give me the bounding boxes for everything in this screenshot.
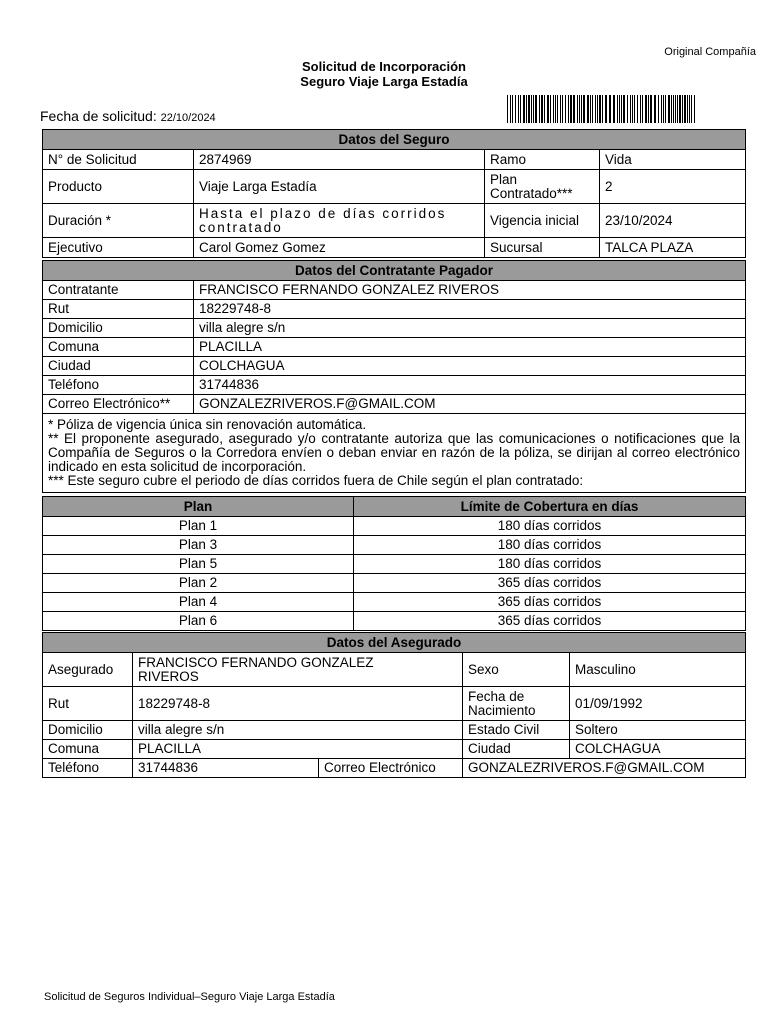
barcode-bar: [632, 95, 633, 123]
barcode-bar: [592, 95, 593, 123]
asegurado-rut-value: 18229748-8: [133, 687, 463, 721]
barcode-bar: [507, 95, 508, 123]
producto-label: Producto: [43, 170, 194, 204]
barcode-bar: [560, 95, 561, 123]
request-date: [40, 108, 216, 124]
barcode-bar: [623, 95, 625, 123]
barcode-bar: [621, 95, 622, 123]
asegurado-value: FRANCISCO FERNANDO GONZALEZ RIVEROS: [133, 653, 463, 687]
barcode-bar: [512, 95, 513, 123]
barcode-bar: [541, 95, 543, 123]
barcode-bar: [577, 95, 578, 123]
barcode-bar: [694, 95, 695, 123]
barcode-bar: [682, 95, 683, 123]
barcode-bar: [687, 95, 688, 123]
barcode-bar: [528, 95, 530, 123]
barcode-bar: [619, 95, 620, 123]
plan-name: Plan 2: [43, 574, 354, 593]
asegurado-label: Asegurado: [43, 653, 133, 687]
barcode-bar: [555, 95, 556, 123]
barcode-bar: [679, 95, 681, 123]
barcode-bar: [557, 95, 558, 123]
contratante-domicilio-label: Domicilio: [43, 319, 194, 338]
barcode-bar: [515, 95, 516, 123]
barcode-bar: [654, 95, 656, 123]
contratante-ciudad-value: COLCHAGUA: [194, 357, 746, 376]
barcode-bar: [573, 95, 575, 123]
barcode-bar: [637, 95, 638, 123]
barcode-bar: [677, 95, 678, 123]
barcode-bar: [526, 95, 527, 123]
barcode-bar: [595, 95, 596, 123]
contratante-value: FRANCISCO FERNANDO GONZALEZ RIVEROS: [194, 281, 746, 300]
duracion-value: Hasta el plazo de días corridos contratado: [194, 204, 485, 238]
barcode-bar: [520, 95, 521, 123]
barcode-bar: [665, 95, 666, 123]
note-2: ** El proponente asegurado, asegurado y/o contratante autoriza que las comunicaciones o notificaciones que la Compañía de Seguros o la Corredora envíen o deban enviar en razón de la póliza, se dirijan al correo electrónico indicado en esta solicitud de incorporación.: [48, 431, 740, 474]
sucursal-label: Sucursal: [485, 238, 600, 258]
barcode-bar: [650, 95, 652, 123]
barcode-bar: [645, 95, 647, 123]
sexo-label: Sexo: [463, 653, 570, 687]
contratante-label: Contratante: [43, 281, 194, 300]
plan-contratado-value: 2: [600, 170, 746, 204]
producto-value: Viaje Larga Estadía: [194, 170, 485, 204]
solicitud-label: N° de Solicitud: [43, 150, 194, 170]
asegurado-telefono-label: Teléfono: [43, 759, 133, 778]
plan-limit: 365 días corridos: [354, 593, 746, 612]
barcode-bar: [531, 95, 532, 123]
planes-col-plan: Plan: [43, 497, 354, 517]
plan-limit: 365 días corridos: [354, 574, 746, 593]
contratante-rut-label: Rut: [43, 300, 194, 319]
asegurado-domicilio-label: Domicilio: [43, 721, 133, 740]
barcode-bar: [599, 95, 601, 123]
note-1: * Póliza de vigencia única sin renovación automática.: [48, 417, 367, 432]
barcode-bar: [550, 95, 551, 123]
asegurado-correo-value: GONZALEZRIVEROS.F@GMAIL.COM: [463, 759, 746, 778]
plan-name: Plan 1: [43, 517, 354, 536]
copy-label: Original Compañía: [664, 46, 756, 58]
contratante-correo-label: Correo Electrónico**: [43, 395, 194, 414]
plan-name: Plan 3: [43, 536, 354, 555]
asegurado-domicilio-value: villa alegre s/n: [133, 721, 463, 740]
note-3: *** Este seguro cubre el periodo de días corridos fuera de Chile según el plan contratado:: [48, 473, 584, 488]
title-line-2: Seguro Viaje Larga Estadía: [300, 74, 468, 89]
asegurado-comuna-label: Comuna: [43, 740, 133, 759]
barcode-bar: [640, 95, 641, 123]
fecha-nacimiento-label: Fecha de Nacimiento: [463, 687, 570, 721]
barcode-bar: [510, 95, 511, 123]
barcode-bar: [570, 95, 572, 123]
ejecutivo-value: Carol Gomez Gomez: [194, 238, 485, 258]
seguro-section-title: Datos del Seguro: [43, 130, 746, 150]
barcode: [507, 95, 697, 123]
ramo-value: Vida: [600, 150, 746, 170]
footer-text: Solicitud de Seguros Individual–Seguro Viaje Larga Estadía: [44, 991, 335, 1003]
asegurado-telefono-value: 31744836: [133, 759, 319, 778]
barcode-bar: [630, 95, 631, 123]
barcode-bar: [668, 95, 670, 123]
request-date-label: Fecha de solicitud:: [40, 108, 161, 124]
barcode-bar: [535, 95, 537, 123]
barcode-bar: [627, 95, 628, 123]
request-date-value: 22/10/2024: [160, 112, 216, 124]
barcode-bar: [597, 95, 598, 123]
contratante-correo-value: GONZALEZRIVEROS.F@GMAIL.COM: [194, 395, 746, 414]
barcode-bar: [642, 95, 643, 123]
barcode-bar: [562, 95, 563, 123]
ejecutivo-label: Ejecutivo: [43, 238, 194, 258]
asegurado-ciudad-value: COLCHAGUA: [570, 740, 746, 759]
plan-limit: 180 días corridos: [354, 555, 746, 574]
barcode-bar: [539, 95, 540, 123]
contratante-telefono-label: Teléfono: [43, 376, 194, 395]
plan-name: Plan 4: [43, 593, 354, 612]
barcode-bar: [689, 95, 690, 123]
barcode-bar: [609, 95, 611, 123]
solicitud-value: 2874969: [194, 150, 485, 170]
document-title: [0, 59, 768, 89]
contratante-rut-value: 18229748-8: [194, 300, 746, 319]
barcode-bar: [590, 95, 591, 123]
barcode-bar: [553, 95, 554, 123]
plan-limit: 180 días corridos: [354, 536, 746, 555]
barcode-bar: [617, 95, 618, 123]
barcode-bar: [691, 95, 692, 123]
plan-name: Plan 6: [43, 612, 354, 631]
barcode-bar: [579, 95, 580, 123]
barcode-bar: [684, 95, 686, 123]
sucursal-value: TALCA PLAZA: [600, 238, 746, 258]
plan-contratado-label: Plan Contratado***: [485, 170, 600, 204]
barcode-bar: [675, 95, 676, 123]
barcode-bar: [565, 95, 566, 123]
barcode-bar: [533, 95, 534, 123]
barcode-bar: [613, 95, 615, 123]
asegurado-table: [42, 632, 746, 778]
asegurado-rut-label: Rut: [43, 687, 133, 721]
fecha-nacimiento-value: 01/09/1992: [570, 687, 746, 721]
asegurado-comuna-value: PLACILLA: [133, 740, 463, 759]
vigencia-label: Vigencia inicial: [485, 204, 600, 238]
contratante-comuna-value: PLACILLA: [194, 338, 746, 357]
barcode-bar: [583, 95, 585, 123]
asegurado-ciudad-label: Ciudad: [463, 740, 570, 759]
asegurado-section-title: Datos del Asegurado: [43, 633, 746, 653]
barcode-bar: [673, 95, 674, 123]
barcode-bar: [648, 95, 649, 123]
title-line-1: Solicitud de Incorporación: [302, 59, 466, 74]
barcode-bar: [634, 95, 635, 123]
contratante-domicilio-value: villa alegre s/n: [194, 319, 746, 338]
barcode-bar: [523, 95, 525, 123]
estado-civil-value: Soltero: [570, 721, 746, 740]
barcode-bar: [568, 95, 569, 123]
contratante-comuna-label: Comuna: [43, 338, 194, 357]
notes-block: [43, 414, 746, 493]
asegurado-correo-label: Correo Electrónico: [319, 759, 463, 778]
contratante-section-title: Datos del Contratante Pagador: [43, 261, 746, 281]
barcode-bar: [518, 95, 519, 123]
barcode-bar: [661, 95, 662, 123]
barcode-bar: [544, 95, 545, 123]
planes-table: [42, 496, 746, 631]
contratante-ciudad-label: Ciudad: [43, 357, 194, 376]
barcode-bar: [581, 95, 582, 123]
plan-limit: 365 días corridos: [354, 612, 746, 631]
plan-name: Plan 5: [43, 555, 354, 574]
barcode-bar: [605, 95, 607, 123]
barcode-bar: [658, 95, 659, 123]
planes-col-limite: Límite de Cobertura en días: [354, 497, 746, 517]
duracion-label: Duración *: [43, 204, 194, 238]
contratante-telefono-value: 31744836: [194, 376, 746, 395]
contratante-table: [42, 260, 746, 493]
barcode-bar: [663, 95, 664, 123]
plan-limit: 180 días corridos: [354, 517, 746, 536]
estado-civil-label: Estado Civil: [463, 721, 570, 740]
vigencia-value: 23/10/2024: [600, 204, 746, 238]
barcode-bar: [602, 95, 603, 123]
ramo-label: Ramo: [485, 150, 600, 170]
sexo-value: Masculino: [570, 653, 746, 687]
barcode-bar: [587, 95, 589, 123]
barcode-bar: [547, 95, 549, 123]
seguro-table: [42, 129, 746, 258]
barcode-bar: [671, 95, 672, 123]
